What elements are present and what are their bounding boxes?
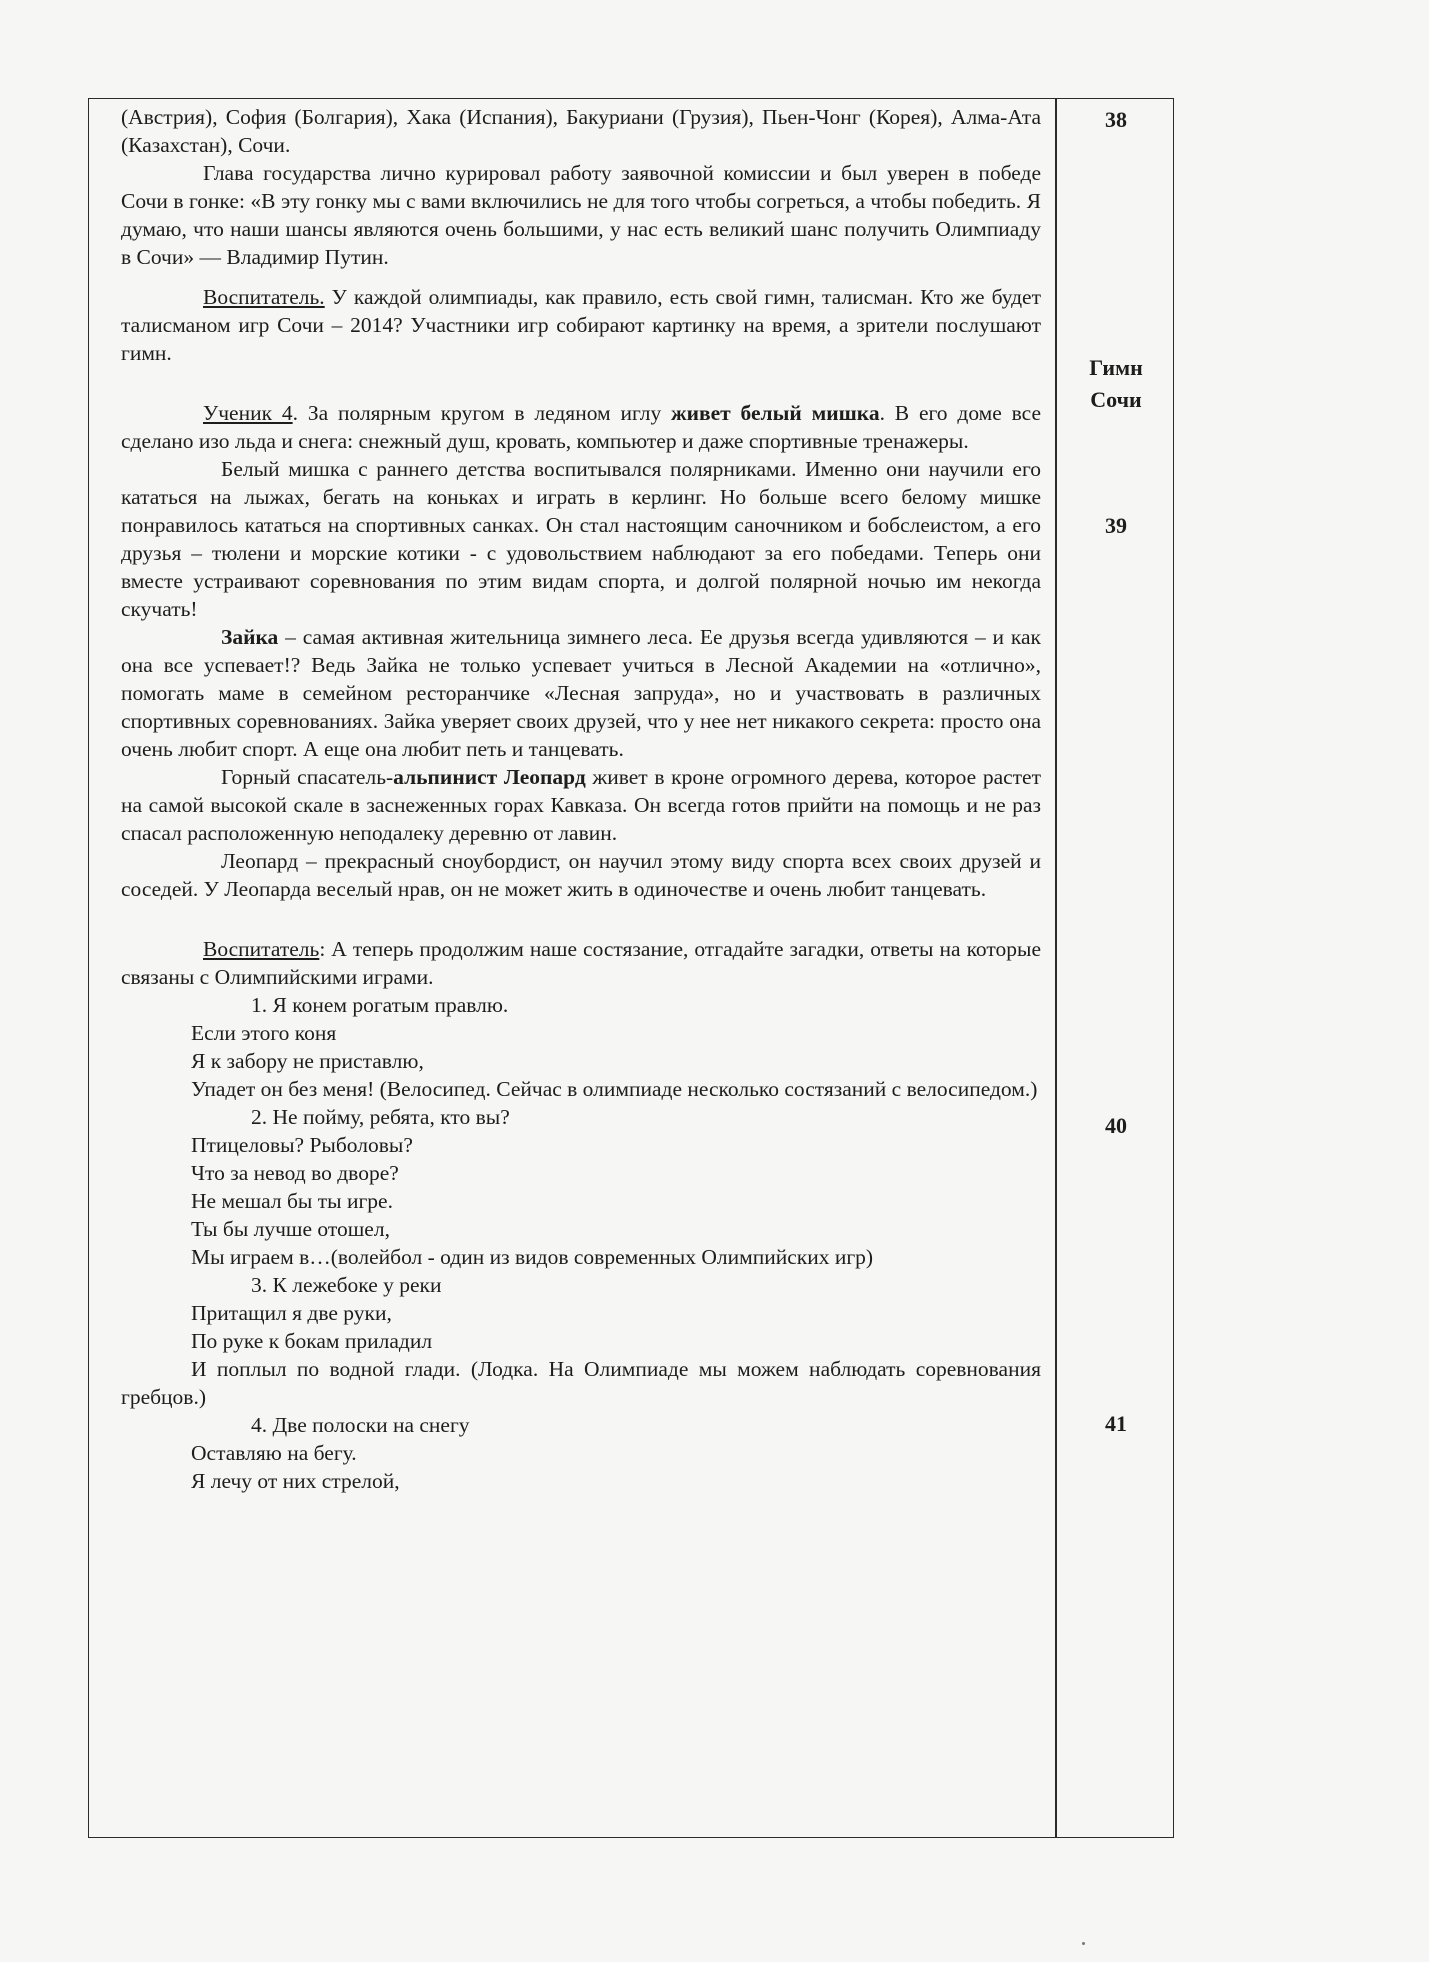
paragraph-text: . В его доме все сделано изо льда и снега: снежный душ, кровать, компьютер и даже спортивные тренажеры. (121, 401, 1042, 453)
slide-number-39: 39 (1105, 513, 1127, 538)
riddle-2-line-4: Не мешал бы ты игре. (191, 1189, 393, 1213)
paragraph-text: : А теперь продолжим наше состязание, отгадайте загадки, ответы на которые связаны с Олимпийскими играми. (121, 937, 1041, 989)
slide-number-40: 40 (1105, 1113, 1127, 1138)
paragraph-text: У каждой олимпиады, как правило, есть свой гимн, талисман. Кто же будет талисманом игр Сочи – 2014? Участники игр собирают картинку на время, а зрители послушают гимн. (121, 285, 1041, 365)
riddle-3-line-2: Притащил я две руки, (191, 1301, 392, 1325)
speaker-label: Воспитатель (203, 937, 320, 961)
speaker-label: Ученик 4 (203, 401, 293, 425)
riddle-2-line-1: 2. Не пойму, ребята, кто вы? (251, 1105, 510, 1129)
text-column (89, 99, 1057, 1837)
paragraph-putin: Глава государства лично курировал работу заявочной комиссии и был уверен в победе Сочи в гонке: «В эту гонку мы с вами включились не для того чтобы согреться, а чтобы победить. Я думаю, что наши шансы являются очень большими, у нас есть великий шанс получить Олимпиаду в Сочи» — Владимир Путин. (121, 161, 1041, 269)
riddle-1-line-1: 1. Я конем рогатым правлю. (251, 993, 509, 1017)
paragraph-text: живет в кроне огромного дерева, которое растет на самой высокой скале в заснеженных горах Кавказа. Он всегда готов прийти на помощь и не раз спасал расположенную неподалеку деревню от лавин. (121, 765, 1041, 845)
riddle-1-line-3: Я к забору не приставлю, (191, 1049, 424, 1073)
riddle-3-line-1: 3. К лежебоке у реки (251, 1273, 442, 1297)
riddle-3-line-3: По руке к бокам приладил (191, 1329, 433, 1353)
page-table (88, 98, 1174, 1838)
paragraph-uchenik-4 (121, 399, 1041, 455)
slide-number-38: 38 (1105, 107, 1127, 132)
riddle-1-line-2: Если этого коня (191, 1021, 337, 1045)
slide-label-sochi: Сочи (1090, 387, 1142, 412)
speaker-label: Воспитатель. (203, 285, 325, 309)
paragraph-text: Горный спасатель- (221, 765, 394, 789)
riddle-2-line-3: Что за невод во дворе? (191, 1161, 399, 1185)
paragraph-vospitatel-2 (121, 935, 1041, 991)
riddle-1-line-4: Упадет он без меня! (Велосипед. Сейчас в олимпиаде несколько состязаний с велосипедом.) (191, 1077, 1038, 1101)
paragraph-vospitatel-1 (121, 283, 1041, 367)
slide-number-column (1057, 99, 1175, 1837)
riddle-2-line-2: Птицеловы? Рыболовы? (191, 1133, 413, 1157)
riddle-2-line-6: Мы играем в…(волейбол - один из видов современных Олимпийских игр) (191, 1245, 874, 1269)
scan-speck (1082, 1942, 1085, 1945)
riddle-4-line-1: 4. Две полоски на снегу (251, 1413, 470, 1437)
paragraph-text: – самая активная жительница зимнего леса. Ее друзья всегда удивляются – и как она все успевает!? Ведь Зайка не только успевает учиться в Лесной Академии на «отлично», помогать маме в семейном ресторанчике «Лесная запруда», но и участвовать в различных спортивных соревнованиях. Зайка уверяет своих друзей, что у нее нет никакого секрета: просто она очень любит спорт. А еще она любит петь и танцевать. (121, 625, 1041, 761)
bold-text: живет белый мишка (671, 401, 880, 425)
riddle-2-line-5: Ты бы лучше отошел, (191, 1217, 390, 1241)
riddle-3-line-4: И поплыл по водной глади. (Лодка. На Олимпиаде мы можем наблюдать соревнования гребцов.) (121, 1357, 1041, 1409)
paragraph-zaika (121, 623, 1041, 763)
bold-text: Зайка (221, 625, 279, 649)
paragraph-mishka: Белый мишка с раннего детства воспитывался полярниками. Именно они научили его кататься на лыжах, бегать на коньках и играть в керлинг. Но больше всего белому мишке понравилось кататься на спортивных санках. Он стал настоящим саночником и бобслеистом, а его друзья – тюлени и морские котики - с удовольствием наблюдают за его победами. Теперь они вместе устраивают соревнования по этим видам спорта, и долгой полярной ночью им некогда скучать! (121, 457, 1041, 621)
paragraph-leopard-2: Леопард – прекрасный сноубордист, он научил этому виду спорта всех своих друзей и соседей. У Леопарда веселый нрав, он не может жить в одиночестве и очень любит танцевать. (121, 849, 1041, 901)
riddle-4-line-3: Я лечу от них стрелой, (191, 1469, 400, 1493)
bold-text: альпинист Леопард (393, 765, 586, 789)
slide-label-gimn: Гимн (1089, 355, 1143, 380)
slide-number-41: 41 (1105, 1411, 1127, 1436)
paragraph-text: . За полярным кругом в ледяном иглу (292, 401, 672, 425)
paragraph-cities: (Австрия), София (Болгария), Хака (Испания), Бакуриани (Грузия), Пьен-Чонг (Корея), Алма-Ата (Казахстан), Сочи. (121, 105, 1041, 157)
riddle-4-line-2: Оставляю на бегу. (191, 1441, 357, 1465)
paragraph-leopard-1 (121, 763, 1041, 847)
